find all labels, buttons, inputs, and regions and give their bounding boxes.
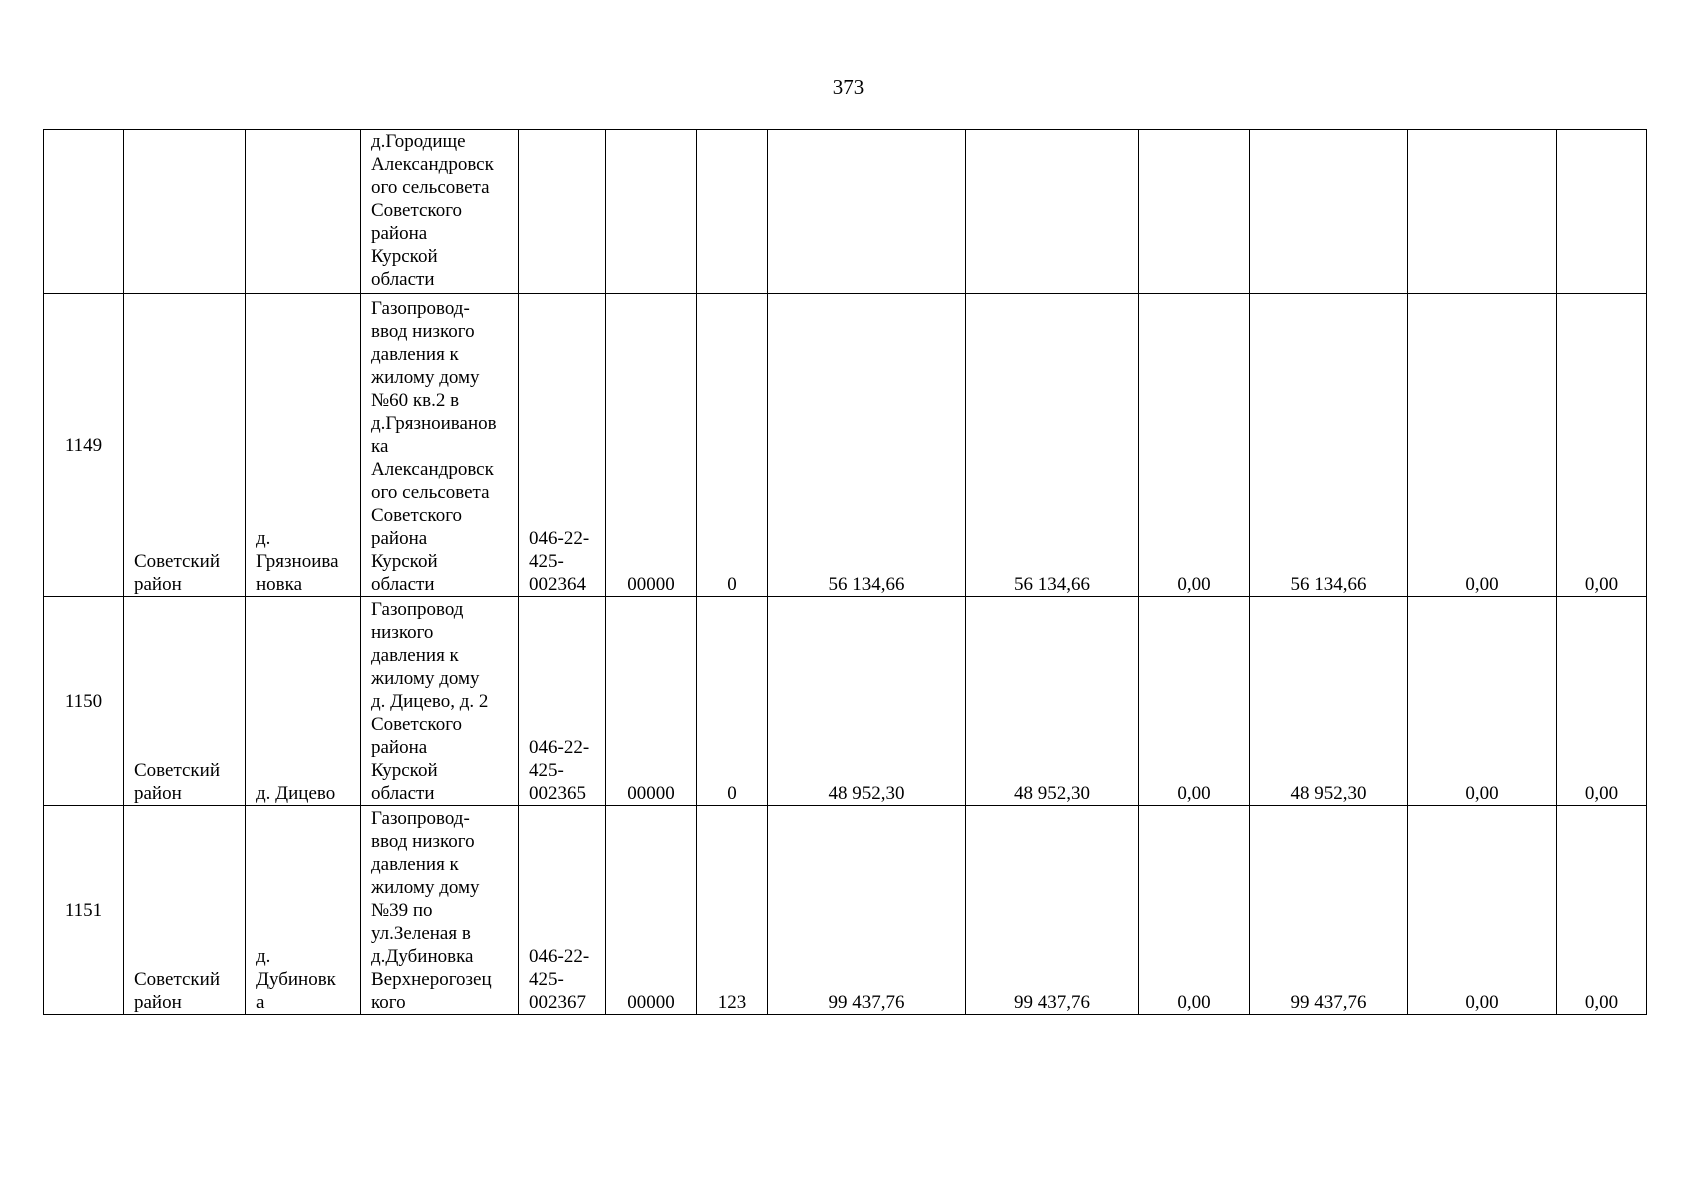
col10-cell: 0,00 <box>1139 597 1250 806</box>
table-row <box>44 294 1647 597</box>
col13-cell: 0,00 <box>1557 806 1647 1015</box>
settlement-cell: д. Дубиновк а <box>246 806 361 1015</box>
col12-cell: 0,00 <box>1408 597 1557 806</box>
col8-cell <box>768 130 966 294</box>
code-cell: 046-22- 425- 002364 <box>519 294 606 597</box>
district-cell: Советский район <box>124 806 246 1015</box>
col10-cell <box>1139 130 1250 294</box>
row-number-cell: 1149 <box>44 294 124 597</box>
table-row <box>44 806 1647 1015</box>
col8-cell: 56 134,66 <box>768 294 966 597</box>
district-cell <box>124 130 246 294</box>
col9-cell: 99 437,76 <box>966 806 1139 1015</box>
col13-cell: 0,00 <box>1557 597 1647 806</box>
description-cell: Газопровод- ввод низкого давления к жилому дому №60 кв.2 в д.Грязноиванов ка Александровск ого сельсовета Советского района Курской области <box>361 294 519 597</box>
col8-cell: 48 952,30 <box>768 597 966 806</box>
district-cell: Советский район <box>124 597 246 806</box>
col9-cell: 56 134,66 <box>966 294 1139 597</box>
table-row <box>44 597 1647 806</box>
registry-table <box>43 129 1647 1015</box>
col7-cell: 123 <box>697 806 768 1015</box>
col12-cell: 0,00 <box>1408 806 1557 1015</box>
col11-cell: 56 134,66 <box>1250 294 1408 597</box>
col6-cell: 00000 <box>606 806 697 1015</box>
col11-cell <box>1250 130 1408 294</box>
col7-cell: 0 <box>697 597 768 806</box>
settlement-cell: д. Дицево <box>246 597 361 806</box>
settlement-cell <box>246 130 361 294</box>
description-cell: Газопровод низкого давления к жилому дому д. Дицево, д. 2 Советского района Курской области <box>361 597 519 806</box>
description-cell: д.Городище Александровск ого сельсовета Советского района Курской области <box>361 130 519 294</box>
col12-cell: 0,00 <box>1408 294 1557 597</box>
col11-cell: 99 437,76 <box>1250 806 1408 1015</box>
code-cell <box>519 130 606 294</box>
district-cell: Советский район <box>124 294 246 597</box>
col6-cell: 00000 <box>606 294 697 597</box>
settlement-cell: д. Грязноива новка <box>246 294 361 597</box>
row-number-cell: 1150 <box>44 597 124 806</box>
col9-cell <box>966 130 1139 294</box>
col6-cell <box>606 130 697 294</box>
col13-cell <box>1557 130 1647 294</box>
col10-cell: 0,00 <box>1139 294 1250 597</box>
col9-cell: 48 952,30 <box>966 597 1139 806</box>
col11-cell: 48 952,30 <box>1250 597 1408 806</box>
page-number: 373 <box>832 75 865 99</box>
description-cell: Газопровод- ввод низкого давления к жилому дому №39 по ул.Зеленая в д.Дубиновка Верхнерогозец кого <box>361 806 519 1015</box>
col6-cell: 00000 <box>606 597 697 806</box>
col7-cell <box>697 130 768 294</box>
col7-cell: 0 <box>697 294 768 597</box>
table-row <box>44 130 1647 294</box>
col10-cell: 0,00 <box>1139 806 1250 1015</box>
col8-cell: 99 437,76 <box>768 806 966 1015</box>
code-cell: 046-22- 425- 002367 <box>519 806 606 1015</box>
col13-cell: 0,00 <box>1557 294 1647 597</box>
row-number-cell: 1151 <box>44 806 124 1015</box>
col12-cell <box>1408 130 1557 294</box>
code-cell: 046-22- 425- 002365 <box>519 597 606 806</box>
row-number-cell <box>44 130 124 294</box>
